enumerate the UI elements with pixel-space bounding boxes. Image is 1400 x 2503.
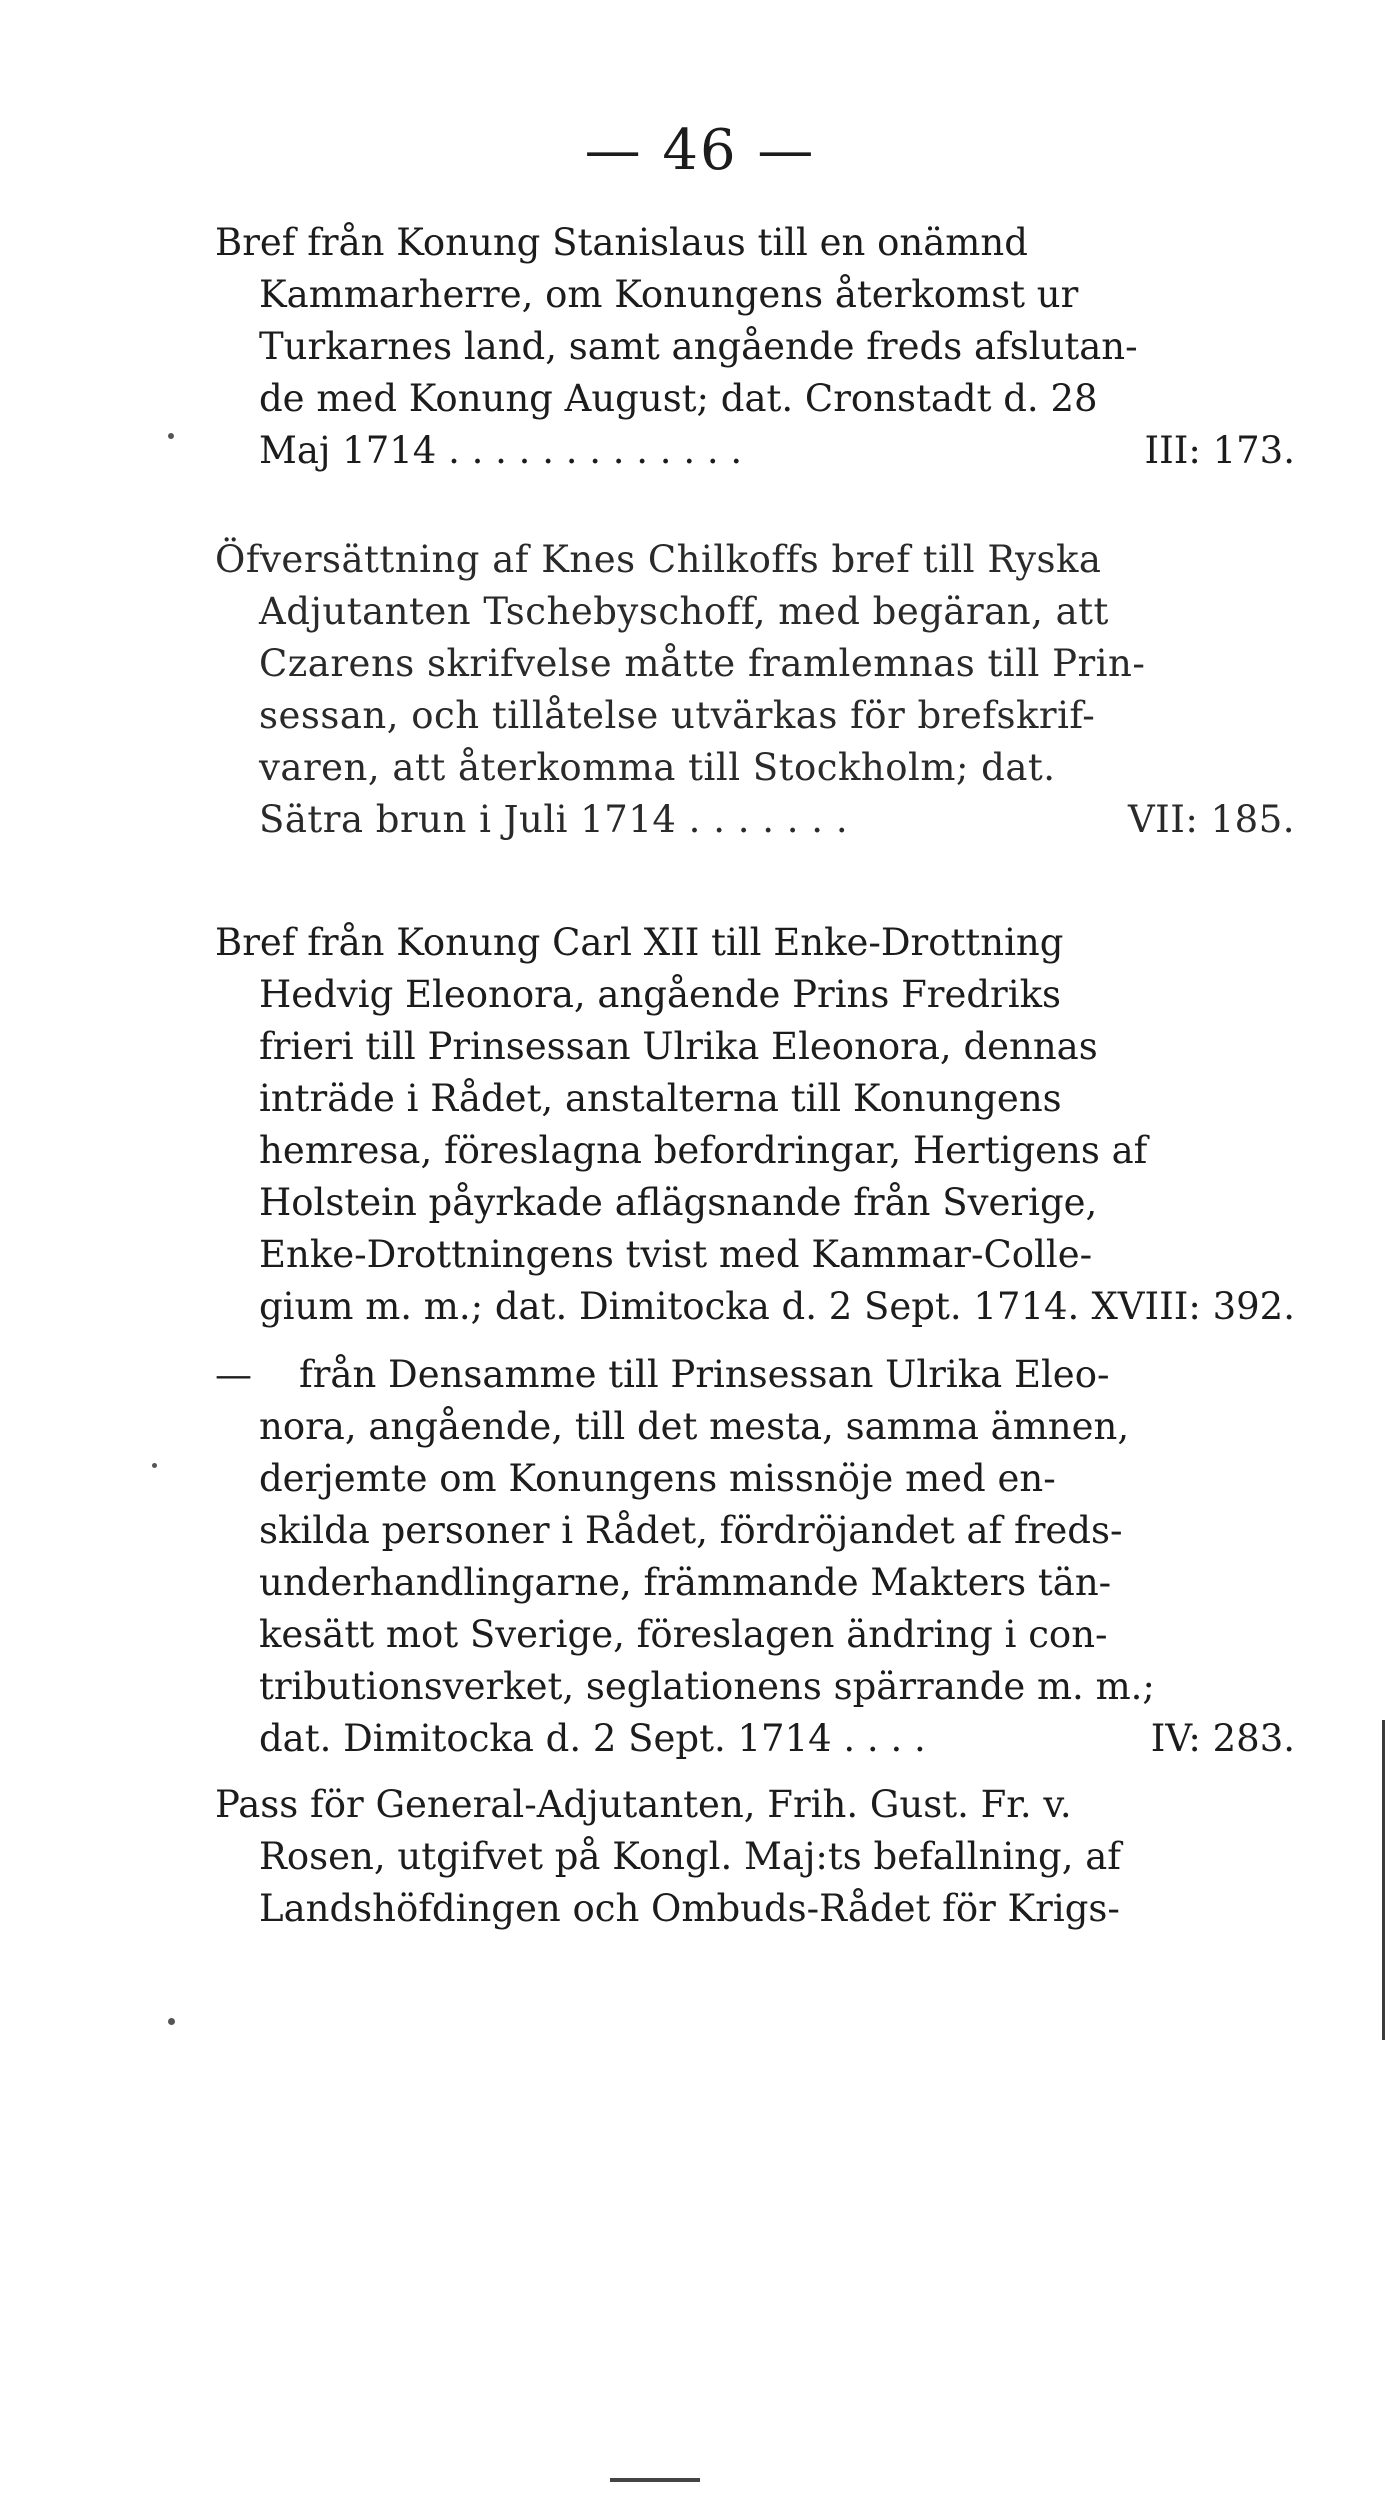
entry-line: Rosen, utgifvet på Kongl. Maj:ts befallning, af (259, 1835, 1121, 1878)
entry-line: frieri till Prinsessan Ulrika Eleonora, dennas (259, 1025, 1098, 1068)
entry-line: Sätra brun i Juli 1714 . . . . . . . (259, 798, 849, 841)
entry-line: från Densamme till Prinsessan Ulrika Eleo- (299, 1353, 1110, 1396)
entry-line: de med Konung August; dat. Cronstadt d. 28 (259, 377, 1098, 420)
entry-line: Maj 1714 . . . . . . . . . . . . . (259, 429, 743, 472)
entry-line: gium m. m.; dat. Dimitocka d. 2 Sept. 1714. (259, 1285, 1080, 1328)
entry-line: underhandlingarne, främmande Makters tän- (259, 1561, 1112, 1604)
scan-speck (152, 1463, 157, 1468)
entry-line: Öfversättning af Knes Chilkoffs bref till Ryska (215, 538, 1102, 581)
entry-line: Adjutanten Tschebyschoff, med begäran, att (259, 590, 1109, 633)
entry-line: hemresa, föreslagna befordringar, Hertigens af (259, 1129, 1148, 1172)
entry-line: varen, att återkomma till Stockholm; dat. (259, 746, 1056, 789)
entry-line: Landshöfdingen och Ombuds-Rådet för Krigs- (259, 1887, 1120, 1930)
entry-line: Turkarnes land, samt angående freds afslutan- (259, 325, 1138, 368)
gutter-shadow-line (1382, 1720, 1385, 2040)
entry-line: derjemte om Konungens missnöje med en- (259, 1457, 1056, 1500)
volume-reference: VII: 185. (1127, 798, 1295, 841)
entry-line: Hedvig Eleonora, angående Prins Fredriks (259, 973, 1061, 1016)
entry-line: Enke-Drottningens tvist med Kammar-Colle- (259, 1233, 1093, 1276)
entry-line: Holstein påyrkade aflägsnande från Sverige, (259, 1181, 1098, 1224)
entry-line: kesätt mot Sverige, föreslagen ändring i con- (259, 1613, 1108, 1656)
entry-line: Bref från Konung Carl XII till Enke-Drottning (215, 921, 1064, 964)
ditto-dash: — (215, 1353, 252, 1396)
entry-line: Kammarherre, om Konungens återkomst ur (259, 273, 1079, 316)
entry-line: Czarens skrifvelse måtte framlemnas till Prin- (259, 642, 1146, 685)
entry-line: skilda personer i Rådet, fördröjandet af freds- (259, 1509, 1123, 1552)
page-number: — 46 — (584, 118, 816, 183)
entry-line: dat. Dimitocka d. 2 Sept. 1714 . . . . (259, 1717, 926, 1760)
scan-mark (610, 2478, 700, 2482)
volume-reference: IV: 283. (1150, 1717, 1295, 1760)
volume-reference: XVIII: 392. (1091, 1285, 1295, 1328)
entry-line: Bref från Konung Stanislaus till en onämnd (215, 221, 1028, 264)
volume-reference: III: 173. (1144, 429, 1295, 472)
entry-line: Pass för General-Adjutanten, Frih. Gust. Fr. v. (215, 1783, 1072, 1826)
entry-line: inträde i Rådet, anstalterna till Konungens (259, 1077, 1062, 1120)
scan-speck (168, 433, 174, 439)
entry-line: nora, angående, till det mesta, samma ämnen, (259, 1405, 1130, 1448)
entry-line: sessan, och tillåtelse utvärkas för brefskrif- (259, 694, 1096, 737)
entry-line: tributionsverket, seglationens spärrande m. m.; (259, 1665, 1155, 1708)
scan-speck (168, 2018, 175, 2025)
